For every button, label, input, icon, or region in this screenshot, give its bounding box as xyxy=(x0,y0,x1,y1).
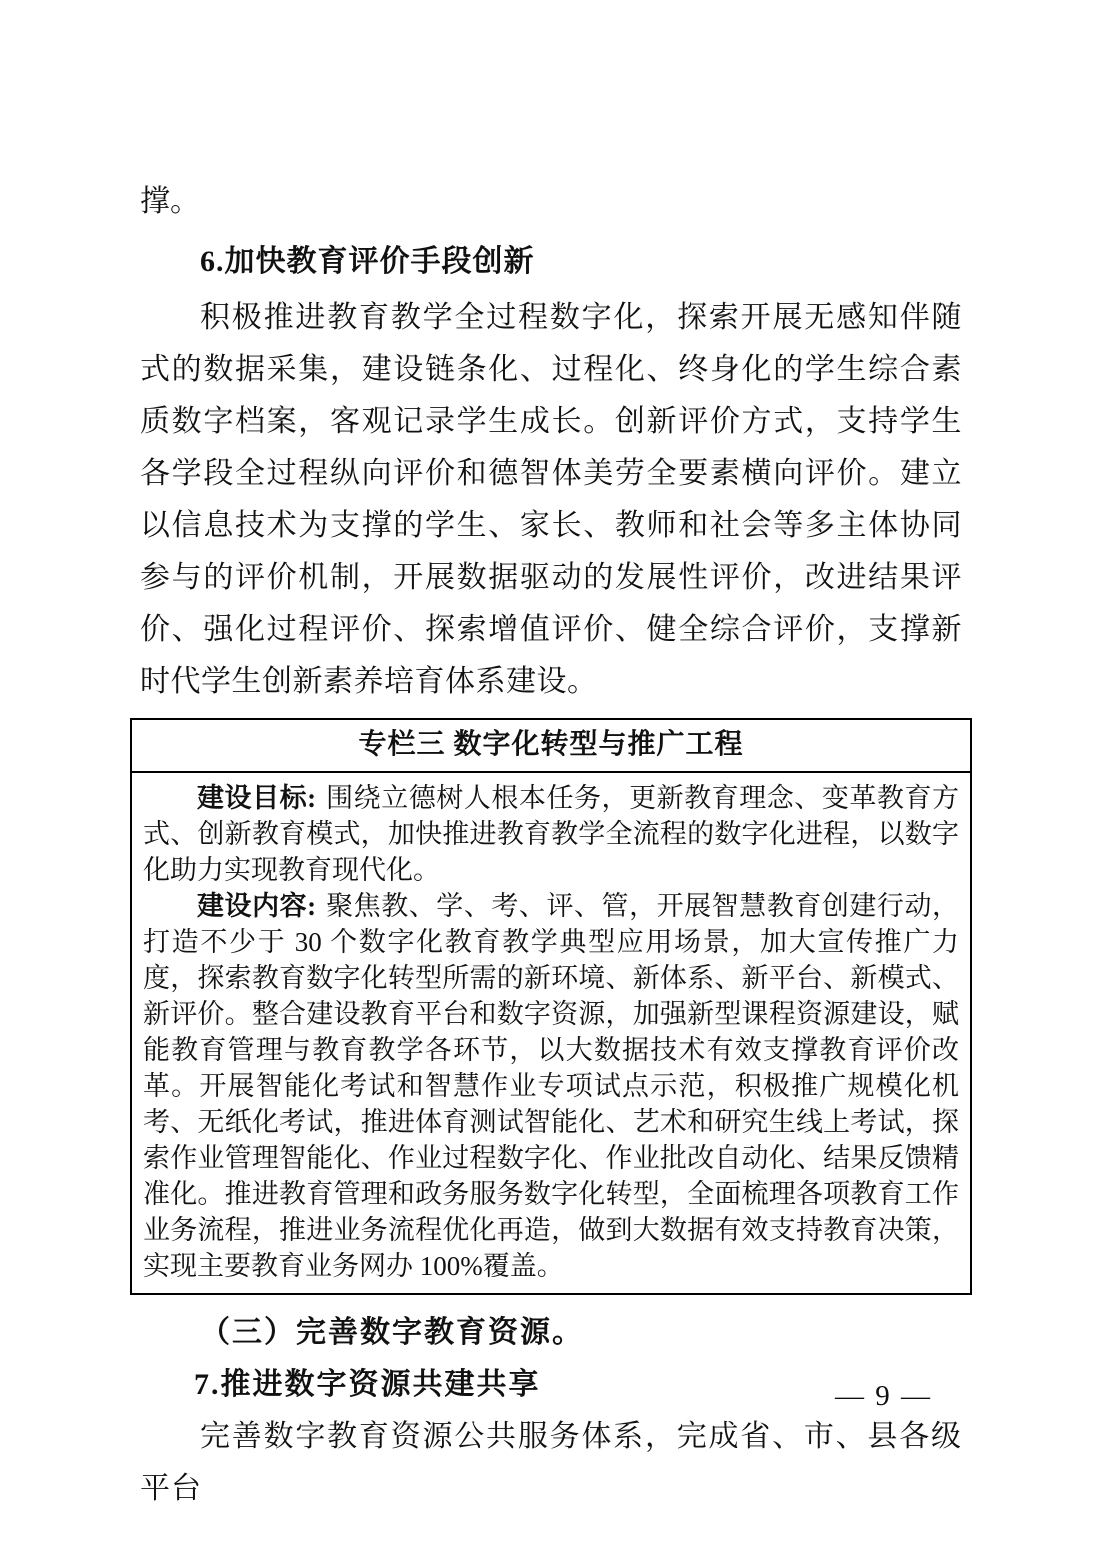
panel-body xyxy=(131,772,971,1294)
section-6-heading: 6.加快教育评价手段创新 xyxy=(200,245,535,278)
panel-content-text: 聚焦教、学、考、评、管，开展智慧教育创建行动，打造不少于 30 个数字化教育教学典型应用场景，加大宣传推广力度，探索教育数字化转型所需的新环境、新体系、新平台、新模式、新评价。整合建设教育平台和数字资源，加强新型课程资源建设，赋能教育管理与教育教学各环节，以大数据技术有效支撑教育评价改革。开展智能化考试和智慧作业专项试点示范，积极推广规模化机考、无纸化考试，推进体育测试智能化、艺术和研究生线上考试，探索作业管理智能化、作业过程数字化、作业批改自动化、结果反馈精准化。推进教育管理和政务服务数字化转型，全面梳理各项教育工作业务流程，推进业务流程优化再造，做到大数据有效支持教育决策，实现主要教育业务网办 100%覆盖。 xyxy=(143,891,959,1281)
panel-body-row xyxy=(131,772,971,1294)
panel-goal-text: 围绕立德树人根本任务，更新教育理念、变革教育方式、创新教育模式，加快推进教育教学全流程的数字化进程，以数字化助力实现教育现代化。 xyxy=(143,783,959,885)
panel-content-paragraph xyxy=(143,888,959,1284)
section-6-paragraph: 积极推进教育教学全过程数字化，探索开展无感知伴随式的数据采集，建设链条化、过程化、终身化的学生综合素质数字档案，客观记录学生成长。创新评价方式，支持学生各学段全过程纵向评价和德智体美劳全要素横向评价。建立以信息技术为支撑的学生、家长、教师和社会等多主体协同参与的评价机制，开展数据驱动的发展性评价，改进结果评价、强化过程评价、探索增值评价、健全综合评价，支撑新时代学生创新素养培育体系建设。 xyxy=(140,301,962,698)
panel-title-row xyxy=(131,719,971,772)
panel-column-3 xyxy=(130,718,972,1295)
panel-title: 专栏三 数字化转型与推广工程 xyxy=(131,719,971,772)
section-7-heading: 7.推进数字资源共建共享 xyxy=(194,1368,541,1401)
page-number: — 9 — xyxy=(835,1380,932,1412)
carryover-text: 撑。 xyxy=(140,185,200,218)
panel-goal-paragraph xyxy=(143,780,959,888)
panel-content-label: 建设内容: xyxy=(197,891,317,921)
section-3-heading: （三）完善数字教育资源。 xyxy=(200,1316,584,1349)
section-7-paragraph: 完善数字教育资源公共服务体系，完成省、市、县各级平台 xyxy=(140,1420,962,1505)
panel-goal-label: 建设目标: xyxy=(197,783,317,813)
